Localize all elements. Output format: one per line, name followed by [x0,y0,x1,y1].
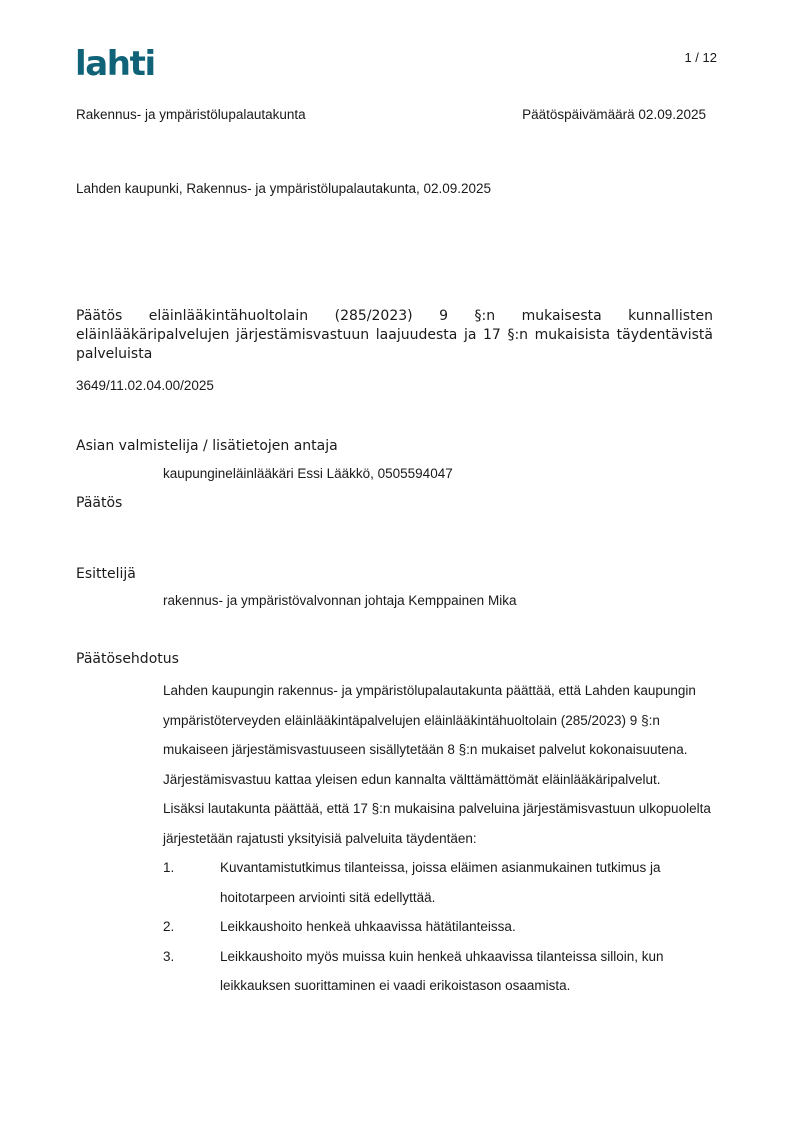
proposal-item-1 [163,853,715,912]
document-title: Päätös eläinlääkintähuoltolain (285/2023) 9 §:n mukaisesta kunnallisten eläinlääkäripalvelujen järjestämisvastuun laajuudesta ja 17 §:n mukaisista täydentävistä palveluista [76,308,713,362]
proposal-body [163,676,715,1001]
proposal-paragraph-2: Lisäksi lautakunta päättää, että 17 §:n mukaisina palveluina järjestämisvastuun ulkopuolelta järjestetään rajatusti yksityisiä palveluita täydentäen: [163,801,711,846]
committee-name: Rakennus- ja ympäristölupalautakunta [76,107,306,122]
presenter-value: rakennus- ja ympäristövalvonnan johtaja Kemppainen Mika [163,593,517,608]
item-number: 2. [163,919,175,934]
item-text: Kuvantamistutkimus tilanteissa, joissa eläimen asianmukainen tutkimus ja hoitotarpeen arviointi sitä edellyttää. [220,860,661,905]
decision-heading: Päätös [76,495,123,511]
lahti-logo: lahti [75,44,155,84]
decision-date: Päätöspäivämäärä 02.09.2025 [522,107,706,122]
proposal-item-3 [163,942,715,1001]
proposal-item-2 [163,912,715,942]
page-number: 1 / 12 [684,50,717,65]
proposal-heading: Päätösehdotus [76,651,179,667]
presenter-heading: Esittelijä [76,566,136,582]
item-number: 1. [163,860,175,875]
item-text: Leikkaushoito myös muissa kuin henkeä uhkaavissa tilanteissa silloin, kun leikkauksen suorittaminen ei vaadi erikoistason osaamista. [220,948,664,993]
meeting-reference: Lahden kaupunki, Rakennus- ja ympäristölupalautakunta, 02.09.2025 [76,181,492,196]
preparer-heading: Asian valmistelija / lisätietojen antaja [76,438,338,454]
preparer-value: kaupungineläinlääkäri Essi Lääkkö, 0505594047 [163,466,453,481]
proposal-paragraph-1: Lahden kaupungin rakennus- ja ympäristölupalautakunta päättää, että Lahden kaupungin ympäristöterveyden eläinlääkintäpalvelujen eläinlääkintähuoltolain (285/2023) 9 §:n mukaiseen järjestämisvastuuseen sisällytetään 8 §:n mukaiset palvelut kokonaisuutena. Järjestämisvastuu kattaa yleisen edun kannalta välttämättömät eläinlääkäripalvelut. [163,683,696,787]
diary-number: 3649/11.02.04.00/2025 [76,378,214,393]
item-text: Leikkaushoito henkeä uhkaavissa hätätilanteissa. [220,919,516,934]
item-number: 3. [163,948,175,964]
